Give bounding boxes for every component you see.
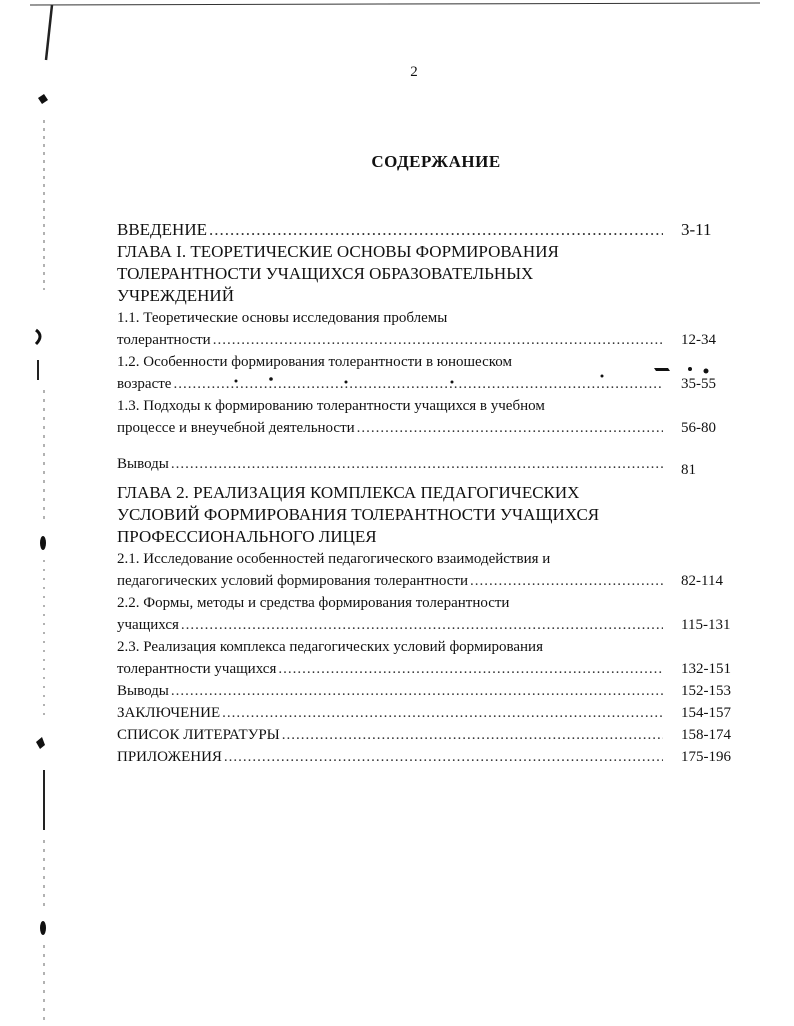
toc-entry-intro [117, 219, 739, 240]
toc-page-number: 132-151 [681, 661, 731, 677]
toc-entry-text: СПИСОК ЛИТЕРАТУРЫ [117, 727, 280, 743]
toc-page-number: 115-131 [681, 617, 731, 633]
chapter-heading-line: ТОЛЕРАНТНОСТИ УЧАЩИХСЯ ОБРАЗОВАТЕЛЬНЫХ [117, 264, 534, 283]
toc-page-number: 152-153 [681, 683, 731, 699]
dot-leader [222, 702, 663, 724]
chapter-heading-line: ГЛАВА I. ТЕОРЕТИЧЕСКИЕ ОСНОВЫ ФОРМИРОВАНИЯ [117, 242, 559, 261]
toc-entry-2-3 [117, 658, 739, 680]
dot-leader [209, 219, 663, 240]
toc-page-number: 3-11 [681, 220, 712, 239]
toc-entry-text: толерантности учащихся [117, 661, 277, 677]
section-heading-line: 2.1. Исследование особенностей педагогического взаимодействия и [117, 551, 551, 567]
dot-leader [171, 680, 663, 702]
toc-entry-text: ЗАКЛЮЧЕНИЕ [117, 705, 221, 721]
toc-entry-references [117, 724, 739, 746]
toc-entry-text: Выводы [117, 683, 169, 699]
dot-leader [171, 453, 663, 475]
dot-leader [181, 614, 663, 636]
toc-page-number: 154-157 [681, 705, 731, 721]
section-heading-line: 1.3. Подходы к формированию толерантности учащихся в учебном [117, 398, 545, 414]
dot-leader [278, 658, 663, 680]
chapter-heading-line: УСЛОВИЙ ФОРМИРОВАНИЯ ТОЛЕРАНТНОСТИ УЧАЩИХСЯ [117, 505, 600, 524]
section-heading-line: 2.3. Реализация комплекса педагогических условий формирования [117, 639, 543, 655]
toc-page-number: 82-114 [681, 573, 723, 589]
dot-leader [224, 746, 663, 768]
toc-entry-chapter2-conclusions [117, 680, 739, 702]
toc-entry-1-3 [117, 417, 739, 439]
toc-entry-chapter1-conclusions [117, 453, 739, 478]
chapter-heading-line: ПРОФЕССИОНАЛЬНОГО ЛИЦЕЯ [117, 527, 377, 546]
chapter-heading-line: УЧРЕЖДЕНИЙ [117, 286, 234, 305]
toc-entry-2-2 [117, 614, 739, 636]
toc-page-number: 12-34 [681, 332, 716, 348]
toc-page-number: 175-196 [681, 749, 731, 765]
table-of-contents [117, 219, 739, 768]
toc-page-number: 35-55 [681, 376, 716, 392]
page-title: СОДЕРЖАНИЕ [371, 152, 501, 171]
toc-entry-text: ПРИЛОЖЕНИЯ [117, 749, 222, 765]
section-heading-line: 1.1. Теоретические основы исследования проблемы [117, 310, 448, 326]
toc-entry-2-1 [117, 570, 739, 592]
toc-entry-1-1 [117, 329, 739, 351]
toc-entry-text: учащихся [117, 617, 179, 633]
toc-page-number: 56-80 [681, 420, 716, 436]
page-number: 2 [410, 64, 418, 80]
dot-leader [357, 417, 663, 439]
toc-entry-text: возрасте [117, 376, 172, 392]
dot-leader [173, 373, 663, 395]
section-heading-line: 1.2. Особенности формирования толерантности в юношеском [117, 354, 512, 370]
dot-leader [470, 570, 663, 592]
toc-page-number: 81 [681, 462, 696, 478]
toc-entry-text: процессе и внеучебной деятельности [117, 420, 355, 436]
section-heading-line: 2.2. Формы, методы и средства формирования толерантности [117, 595, 510, 611]
toc-entry-text: педагогических условий формирования толерантности [117, 573, 469, 589]
toc-entry-1-2 [117, 373, 739, 395]
toc-entry-appendices [117, 746, 739, 768]
toc-entry-text: Выводы [117, 456, 169, 472]
chapter-heading-line: ГЛАВА 2. РЕАЛИЗАЦИЯ КОМПЛЕКСА ПЕДАГОГИЧЕСКИХ [117, 483, 580, 502]
toc-entry-text: толерантности [117, 332, 211, 348]
dot-leader [282, 724, 663, 746]
toc-entry-conclusion [117, 702, 739, 724]
toc-entry-text: ВВЕДЕНИЕ [117, 220, 207, 239]
toc-page-number: 158-174 [681, 727, 731, 743]
dot-leader [213, 329, 663, 351]
